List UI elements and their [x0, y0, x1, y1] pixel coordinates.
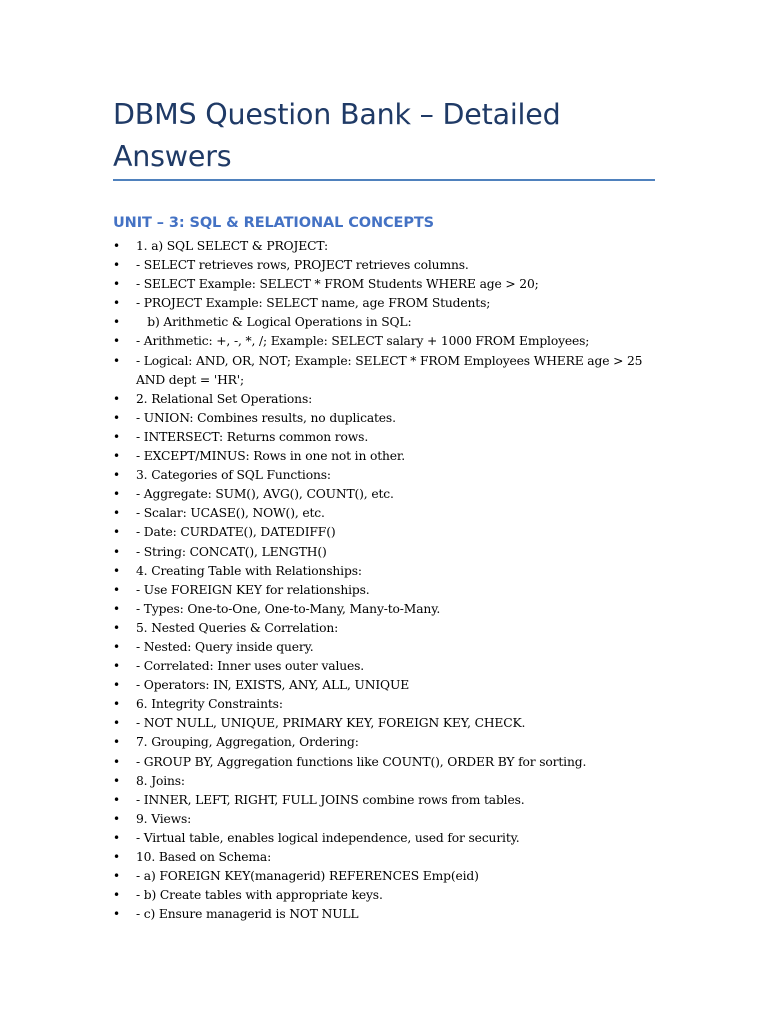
- list-item: [113, 581, 658, 600]
- list-item: [113, 275, 658, 294]
- list-item: [113, 543, 658, 562]
- list-item: [113, 676, 658, 695]
- bullet-icon: •: [113, 907, 120, 922]
- list-item: [113, 485, 658, 504]
- list-item-text: - a) FOREIGN KEY(managerid) REFERENCES Emp(eid): [136, 869, 479, 884]
- bullet-icon: •: [113, 869, 120, 884]
- list-item-text: 6. Integrity Constraints:: [136, 697, 283, 712]
- bullet-icon: •: [113, 830, 120, 845]
- list-item-text: 7. Grouping, Aggregation, Ordering:: [136, 735, 359, 750]
- list-item-text: - Logical: AND, OR, NOT; Example: SELECT * FROM Employees WHERE age > 25 AND dept = 'HR';: [136, 353, 647, 387]
- list-item: [113, 791, 658, 810]
- bullet-icon: •: [113, 449, 120, 464]
- list-item-text: - Types: One-to-One, One-to-Many, Many-to-Many.: [136, 601, 441, 616]
- list-item-text: - Operators: IN, EXISTS, ANY, ALL, UNIQUE: [136, 678, 410, 693]
- bullet-icon: •: [113, 792, 120, 807]
- bullet-icon: •: [113, 468, 120, 483]
- list-item-text: - c) Ensure managerid is NOT NULL: [136, 907, 359, 922]
- list-item-text: 8. Joins:: [136, 773, 185, 788]
- list-item: [113, 600, 658, 619]
- list-item-text: - UNION: Combines results, no duplicates.: [136, 410, 396, 425]
- bullet-icon: •: [113, 353, 120, 368]
- bullet-icon: •: [113, 506, 120, 521]
- bullet-icon: •: [113, 773, 120, 788]
- list-item: [113, 753, 658, 772]
- list-item: [113, 332, 658, 351]
- list-item: [113, 829, 658, 848]
- bullet-icon: •: [113, 487, 120, 502]
- list-item-text: 5. Nested Queries & Correlation:: [136, 620, 339, 635]
- bullet-icon: •: [113, 735, 120, 750]
- list-item: [113, 886, 658, 905]
- list-item-text: - Aggregate: SUM(), AVG(), COUNT(), etc.: [136, 487, 394, 502]
- list-item-text: - Arithmetic: +, -, *, /; Example: SELECT salary + 1000 FROM Employees;: [136, 334, 590, 349]
- list-item-text: 10. Based on Schema:: [136, 850, 272, 864]
- list-item: [113, 294, 658, 313]
- bullet-icon: •: [113, 754, 120, 769]
- list-item-text: - INTERSECT: Returns common rows.: [136, 429, 369, 444]
- list-item: [113, 867, 658, 886]
- list-item-text: - INNER, LEFT, RIGHT, FULL JOINS combine rows from tables.: [136, 792, 525, 807]
- list-item: [113, 772, 658, 791]
- list-item-text: - SELECT Example: SELECT * FROM Students WHERE age > 20;: [136, 277, 539, 292]
- list-item: [113, 390, 658, 409]
- bullet-icon: •: [113, 544, 120, 559]
- bullet-icon: •: [113, 582, 120, 597]
- list-item: [113, 905, 658, 924]
- bullet-icon: •: [113, 811, 120, 826]
- bullet-icon: •: [113, 697, 120, 712]
- list-item: [113, 657, 658, 676]
- list-item: [113, 619, 658, 638]
- bullet-icon: •: [113, 716, 120, 731]
- list-item: [113, 523, 658, 542]
- bullet-icon: •: [113, 888, 120, 903]
- bullet-icon: •: [113, 429, 120, 444]
- document-title: DBMS Question Bank – Detailed Answers: [113, 98, 561, 173]
- list-item: [113, 695, 658, 714]
- title-underline-rule: [113, 179, 655, 181]
- list-item-text: 3. Categories of SQL Functions:: [136, 468, 331, 483]
- bullet-icon: •: [113, 258, 120, 273]
- list-item: [113, 447, 658, 466]
- list-item: [113, 504, 658, 523]
- bullet-icon: •: [113, 563, 120, 578]
- bullet-icon: •: [113, 620, 120, 635]
- bullet-icon: •: [113, 410, 120, 425]
- list-item-text: - Scalar: UCASE(), NOW(), etc.: [136, 506, 325, 521]
- bullet-icon: •: [113, 678, 120, 693]
- bullet-icon: •: [113, 239, 120, 253]
- list-item: [113, 428, 658, 447]
- list-item: [113, 714, 658, 733]
- bullet-icon: •: [113, 850, 120, 864]
- list-item-text: 2. Relational Set Operations:: [136, 391, 313, 406]
- list-item: [113, 562, 658, 581]
- list-item-text: - b) Create tables with appropriate keys.: [136, 888, 383, 903]
- list-item-text: - EXCEPT/MINUS: Rows in one not in other.: [136, 449, 406, 464]
- list-item: [113, 409, 658, 428]
- list-item: [113, 848, 658, 867]
- bullet-icon: •: [113, 525, 120, 540]
- list-item-text: - String: CONCAT(), LENGTH(): [136, 544, 327, 559]
- list-item-text: - PROJECT Example: SELECT name, age FROM Students;: [136, 296, 491, 311]
- bullet-icon: •: [113, 391, 120, 406]
- bullet-icon: •: [113, 601, 120, 616]
- list-item: [113, 313, 658, 332]
- list-item-text: b) Arithmetic & Logical Operations in SQL:: [136, 315, 412, 330]
- bullet-icon: •: [113, 277, 120, 292]
- list-item: [113, 466, 658, 485]
- section-heading: UNIT – 3: SQL & RELATIONAL CONCEPTS: [113, 215, 435, 231]
- bullet-icon: •: [113, 315, 120, 330]
- list-item: [113, 237, 658, 256]
- list-item: [113, 733, 658, 752]
- list-item-text: - NOT NULL, UNIQUE, PRIMARY KEY, FOREIGN KEY, CHECK.: [136, 716, 526, 731]
- list-item-text: 4. Creating Table with Relationships:: [136, 563, 362, 578]
- list-item-text: - Use FOREIGN KEY for relationships.: [136, 582, 370, 597]
- list-item-text: - SELECT retrieves rows, PROJECT retrieves columns.: [136, 258, 469, 273]
- bullet-icon: •: [113, 296, 120, 311]
- bullet-icon: •: [113, 659, 120, 674]
- list-item-text: - Correlated: Inner uses outer values.: [136, 659, 365, 674]
- bullet-icon: •: [113, 334, 120, 349]
- list-item: [113, 256, 658, 275]
- bullet-icon: •: [113, 639, 120, 654]
- list-item-text: - GROUP BY, Aggregation functions like COUNT(), ORDER BY for sorting.: [136, 754, 587, 769]
- list-item: [113, 810, 658, 829]
- list-item: [113, 352, 658, 390]
- answer-bullet-list: [113, 237, 658, 924]
- list-item-text: - Virtual table, enables logical independence, used for security.: [136, 830, 520, 845]
- list-item-text: - Date: CURDATE(), DATEDIFF(): [136, 525, 336, 540]
- list-item-text: - Nested: Query inside query.: [136, 639, 314, 654]
- list-item-text: 9. Views:: [136, 811, 192, 826]
- list-item: [113, 638, 658, 657]
- list-item-text: 1. a) SQL SELECT & PROJECT:: [136, 239, 328, 253]
